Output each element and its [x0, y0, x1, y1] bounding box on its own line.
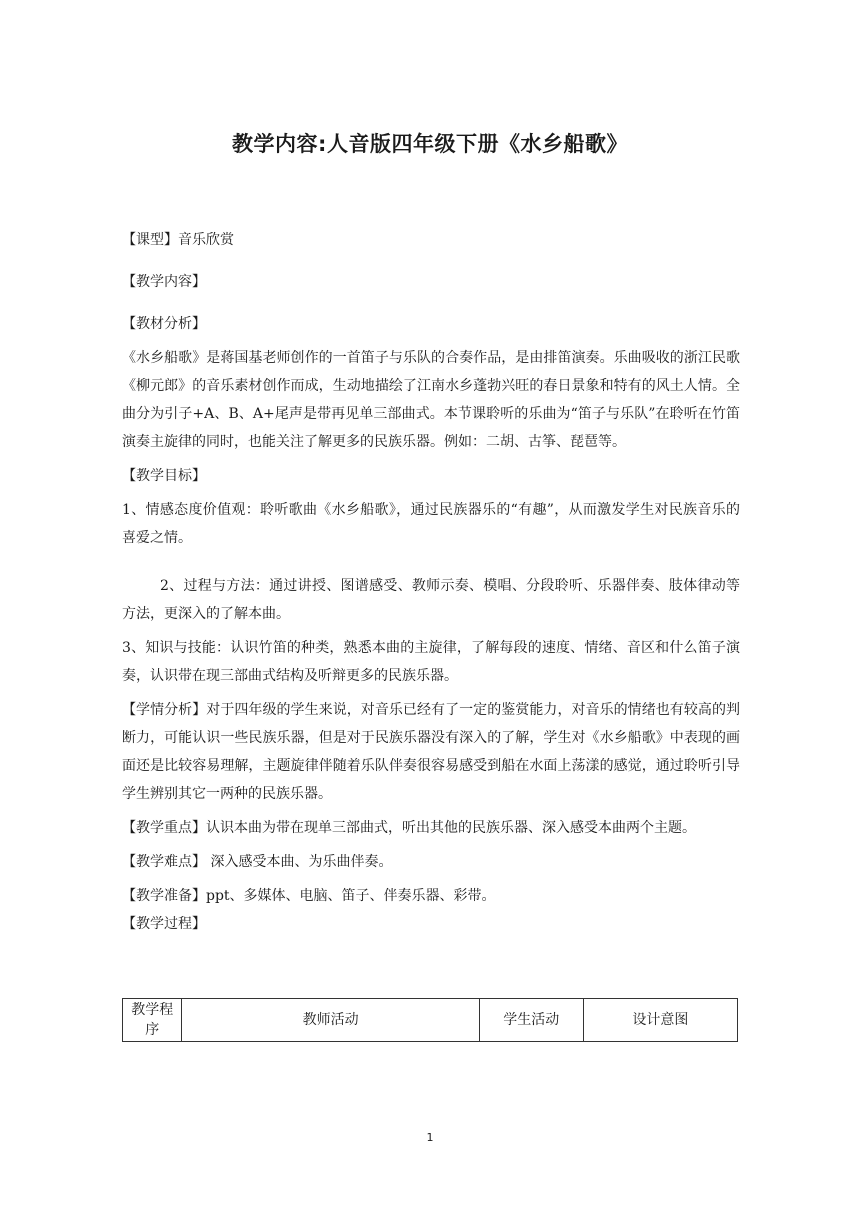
learner-analysis: 【学情分析】对于四年级的学生来说，对音乐已经有了一定的鉴赏能力，对音乐的情绪也有较高的判断力，可能认识一些民族乐器，但是对于民族乐器没有深入的了解，学生对《水乡船歌》中表现的画面还是比较容易理解，主题旋律伴随着乐队伴奏很容易感受到船在水面上荡漾的感觉，通过聆听引导学生辨别其它一两种的民族乐器。	[122, 702, 740, 802]
difficulties: 【教学难点】 深入感受本曲、为乐曲伴奏。	[122, 854, 393, 870]
process-heading: 【教学过程】	[122, 916, 206, 932]
objective-2: 2、过程与方法：通过讲授、图谱感受、教师示奏、模唱、分段聆听、乐器伴奏、肢体律动等方法，更深入的了解本曲。	[122, 578, 740, 622]
key-points: 【教学重点】认识本曲为带在现单三部曲式，听出其他的民族乐器、深入感受本曲两个主题。	[122, 820, 696, 836]
objective-1: 1、情感态度价值观：聆听歌曲《水乡船歌》，通过民族器乐的“有趣”，从而激发学生对民族音乐的喜爱之情。	[122, 502, 740, 546]
preparation: 【教学准备】ppt、多媒体、电脑、笛子、伴奏乐器、彩带。	[122, 888, 496, 904]
table-header-row	[123, 999, 738, 1042]
document-body	[122, 226, 740, 938]
material-analysis-heading: 【教材分析】	[122, 316, 206, 332]
table-header-cell: 教师活动	[182, 999, 479, 1042]
objective-3: 3、知识与技能：认识竹笛的种类，熟悉本曲的主旋律，了解每段的速度、情绪、音区和什么笛子演奏，认识带在现三部曲式结构及听辩更多的民族乐器。	[122, 640, 740, 684]
course-type: 【课型】音乐欣赏	[122, 232, 234, 248]
page-title: 教学内容:人音版四年级下册《水乡船歌》	[232, 132, 628, 156]
table-header-cell: 学生活动	[479, 999, 583, 1042]
page-number: 1	[426, 1131, 434, 1144]
table-header-cell: 教学程序	[123, 999, 182, 1042]
teaching-content-heading: 【教学内容】	[122, 274, 206, 290]
objectives-heading: 【教学目标】	[122, 468, 206, 484]
table-header-cell: 设计意图	[583, 999, 737, 1042]
process-table	[122, 998, 738, 1042]
material-analysis-text: 《水乡船歌》是蒋国基老师创作的一首笛子与乐队的合奏作品，是由排笛演奏。乐曲吸收的浙江民歌《柳元郎》的音乐素材创作而成，生动地描绘了江南水乡蓬勃兴旺的春日景象和特有的风土人情。全曲分为引子+A、B、A+尾声是带再见单三部曲式。本节课聆听的乐曲为“笛子与乐队”在聆听在竹笛演奏主旋律的同时，也能关注了解更多的民族乐器。例如：二胡、古筝、琵琶等。	[122, 350, 740, 450]
